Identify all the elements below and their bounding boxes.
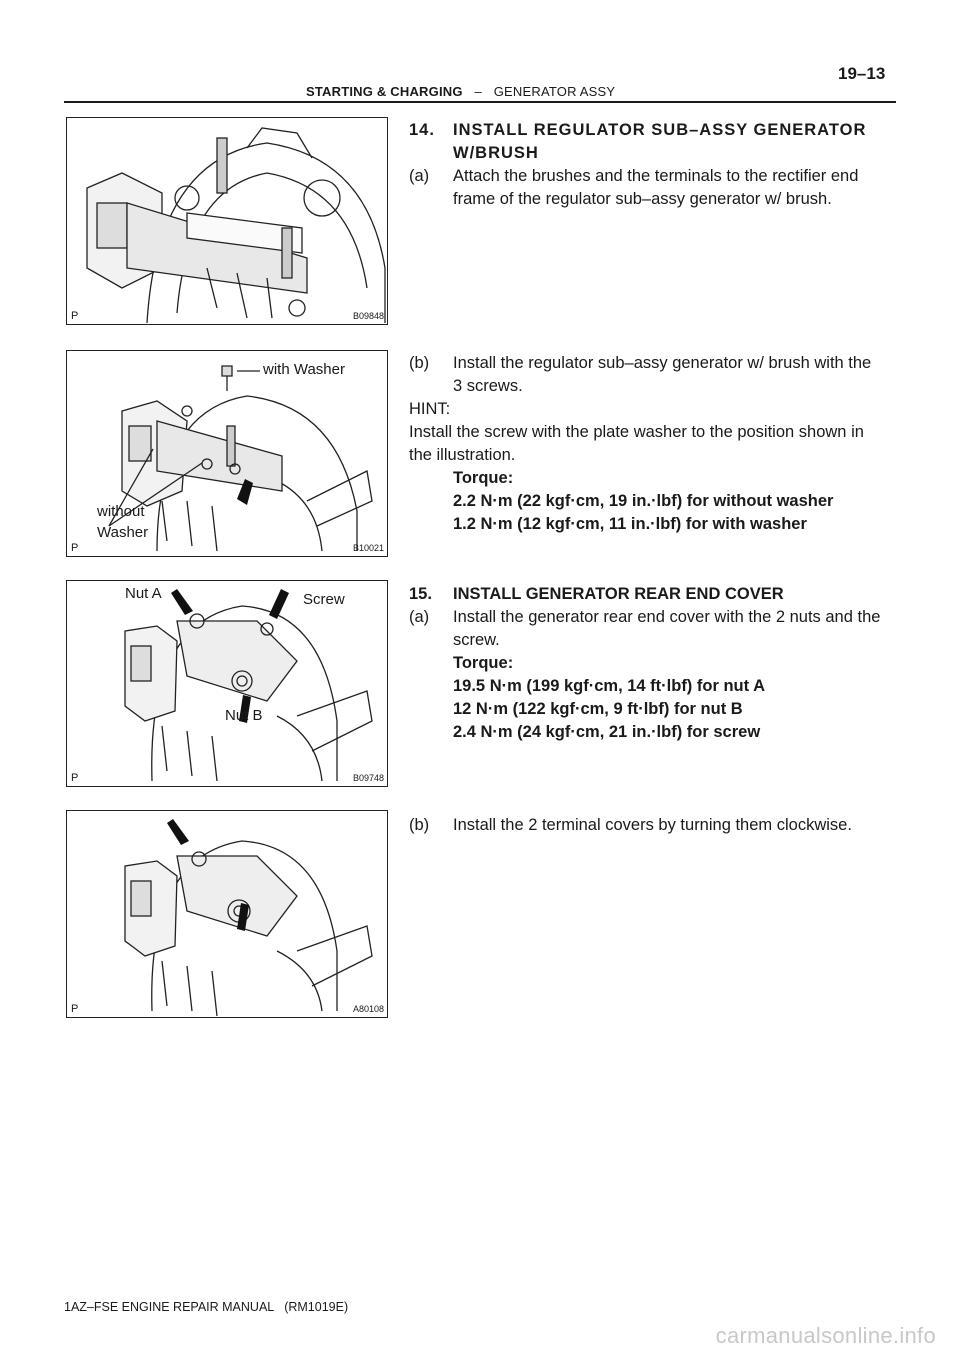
figure-code: B09748 xyxy=(352,773,384,783)
arrow-screw xyxy=(269,589,289,619)
page-number: 19–13 xyxy=(838,64,886,83)
figure-marker: P xyxy=(71,542,79,554)
figure-regulator-screws xyxy=(66,350,388,557)
step-14b-marker: (b) xyxy=(409,354,430,372)
label-nut-b: Nut B xyxy=(225,707,263,724)
step-15-title: INSTALL GENERATOR REAR END COVER xyxy=(453,585,784,603)
step-15b-text: Install the 2 terminal covers by turning them clockwise. xyxy=(453,816,852,834)
generator-illustration xyxy=(67,581,387,785)
manual-footer: 1AZ–FSE ENGINE REPAIR MANUAL (RM1019E) xyxy=(64,1300,349,1314)
step-14a-text: Attach the brushes and the terminals to the rectifier end xyxy=(453,167,859,185)
subsection-title: GENERATOR ASSY xyxy=(493,84,616,99)
step-14a-marker: (a) xyxy=(409,167,430,185)
step-15a-text-cont: screw. xyxy=(453,631,500,649)
label-screw: Screw xyxy=(303,591,345,608)
section-title: STARTING & CHARGING xyxy=(306,84,463,99)
section-separator: – xyxy=(474,84,482,99)
arrow-indicator xyxy=(167,819,189,845)
torque-spec: 1.2 N·m (12 kgf·cm, 11 in.·lbf) for with washer xyxy=(453,515,807,533)
label-washer: Washer xyxy=(97,524,149,541)
hint-text: Install the screw with the plate washer to the position shown in xyxy=(409,423,864,441)
step-15a-marker: (a) xyxy=(409,608,430,626)
step-15a-text: Install the generator rear end cover with the 2 nuts and the xyxy=(453,608,881,626)
step-15-number: 15. xyxy=(409,585,432,603)
torque-spec: 2.4 N·m (24 kgf·cm, 21 in.·lbf) for screw xyxy=(453,723,761,741)
step-15b-marker: (b) xyxy=(409,816,430,834)
generator-illustration xyxy=(67,811,387,1016)
step-14a-text-cont: frame of the regulator sub–assy generator w/ brush. xyxy=(453,190,832,208)
torque-spec: 2.2 N·m (22 kgf·cm, 19 in.·lbf) for without washer xyxy=(453,492,834,510)
step-14-number: 14. xyxy=(409,121,435,139)
figure-regulator-attach xyxy=(66,117,388,325)
hint-text-cont: the illustration. xyxy=(409,446,516,464)
torque-label: Torque: xyxy=(453,654,514,672)
section-header xyxy=(306,84,615,99)
step-14b-text: Install the regulator sub–assy generator w/ brush with the xyxy=(453,354,872,372)
header-rule xyxy=(64,101,896,103)
figure-terminal-covers xyxy=(66,810,388,1018)
watermark: carmanualsonline.info xyxy=(715,1323,936,1348)
torque-spec: 19.5 N·m (199 kgf·cm, 14 ft·lbf) for nut A xyxy=(453,677,766,695)
figure-rear-cover xyxy=(66,580,388,787)
label-nut-a: Nut A xyxy=(125,585,162,602)
step-14b-text-cont: 3 screws. xyxy=(453,377,523,395)
figure-marker: P xyxy=(71,1003,79,1015)
hint-label: HINT: xyxy=(409,400,451,418)
step-14-title: INSTALL REGULATOR SUB–ASSY GENERATOR xyxy=(453,121,867,139)
step-14-title-cont: W/BRUSH xyxy=(453,144,539,162)
arrow-nut-a xyxy=(171,589,193,615)
generator-illustration xyxy=(67,118,387,323)
figure-code: B09848 xyxy=(352,311,384,321)
figure-marker: P xyxy=(71,310,79,322)
figure-code: B10021 xyxy=(352,543,384,553)
figure-marker: P xyxy=(71,772,79,784)
label-without: without xyxy=(97,503,145,520)
label-with-washer: with Washer xyxy=(263,361,345,378)
torque-label: Torque: xyxy=(453,469,514,487)
torque-spec: 12 N·m (122 kgf·cm, 9 ft·lbf) for nut B xyxy=(453,700,743,718)
figure-code: A80108 xyxy=(352,1004,384,1014)
